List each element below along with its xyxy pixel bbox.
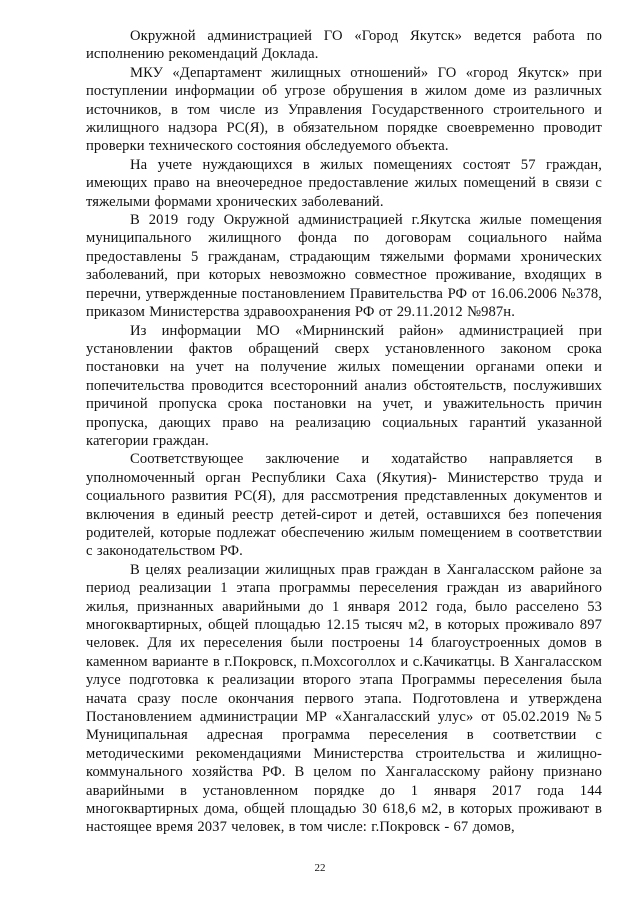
paragraph-4: В 2019 году Окружной администрацией г.Якутска жилые помещения муниципального жилищного фонда по договорам социального найма предоставлены 5 гражданам, страдающим тяжелыми формами хронических заболеваний, при которых невозможно совместное проживание, входящих в перечни, утвержденные постановлением Правительства РФ от 16.06.2006 №378, приказом Министерства здравоохранения РФ от 29.11.2012 №987н. xyxy=(86,212,602,321)
paragraph-6: Соответствующее заключение и ходатайство направляется в уполномоченный орган Республики Саха (Якутия)- Министерство труда и социального развития РС(Я), для рассмотрения представленных документов и включения в единый реестр детей-сирот и детей, оставшихся без попечения родителей, которые подлежат обеспечению жилым помещением в соответствии с законодательством РФ. xyxy=(86,451,602,560)
page-number: 22 xyxy=(314,862,326,874)
paragraph-3: На учете нуждающихся в жилых помещениях состоят 57 граждан, имеющих право на внеочередное предоставление жилых помещений в связи с тяжелыми формами хронических заболеваний. xyxy=(86,156,602,210)
paragraph-5: Из информации МО «Мирнинский район» администрацией при установлении фактов обращений сверх установленного законом срока постановки на учет на получение жилых помещении органами опеки и попечительства проводится всесторонний анализ обстоятельств, послуживших причиной пропуска срока постановки на учет, и уважительность причин пропуска, дающих право на реализацию социальных гарантий указанной категории граждан. xyxy=(86,322,602,449)
paragraph-1: Окружной администрацией ГО «Город Якутск» ведется работа по исполнению рекомендаций Доклада. xyxy=(86,28,602,63)
document-body xyxy=(86,27,602,837)
paragraph-7: В целях реализации жилищных прав граждан в Хангаласском районе за период реализации 1 этапа программы переселения граждан из аварийного жилья, признанных аварийными до 1 января 2012 года, было расселено 53 многоквартирных, общей площадью 12.15 тысяч м2, в которых проживало 897 человек. Для их переселения были построены 14 благоустроенных домов в каменном варианте в г.Покровск, п.Мохсоголлох и с.Качикатцы. В Хангаласском улусе подготовка к реализации второго этапа Программы переселения была начата сразу после окончания первого этапа. Подготовлена и утверждена Постановлением администрации МР «Хангаласский улус» от 05.02.2019 №5 Муниципальная адресная программа переселения в соответствии с методическими рекомендациями Министерства строительства и жилищно-коммунального хозяйства РФ. В целом по Хангаласскому району признано аварийными в установленном порядке до 1 января 2017 года 144 многоквартирных дома, общей площадью 30 618,6 м2, в которых проживают в настоящее время 2037 человек, в том числе: г.Покровск - 67 домов, xyxy=(86,561,602,836)
paragraph-2: МКУ «Департамент жилищных отношений» ГО «город Якутск» при поступлении информации об угрозе обрушения в жилом доме из различных источников, в том числе из Управления Государственного строительного и жилищного надзора РС(Я), в обязательном порядке своевременно проводит проверки технического состояния обследуемого объекта. xyxy=(86,64,602,155)
